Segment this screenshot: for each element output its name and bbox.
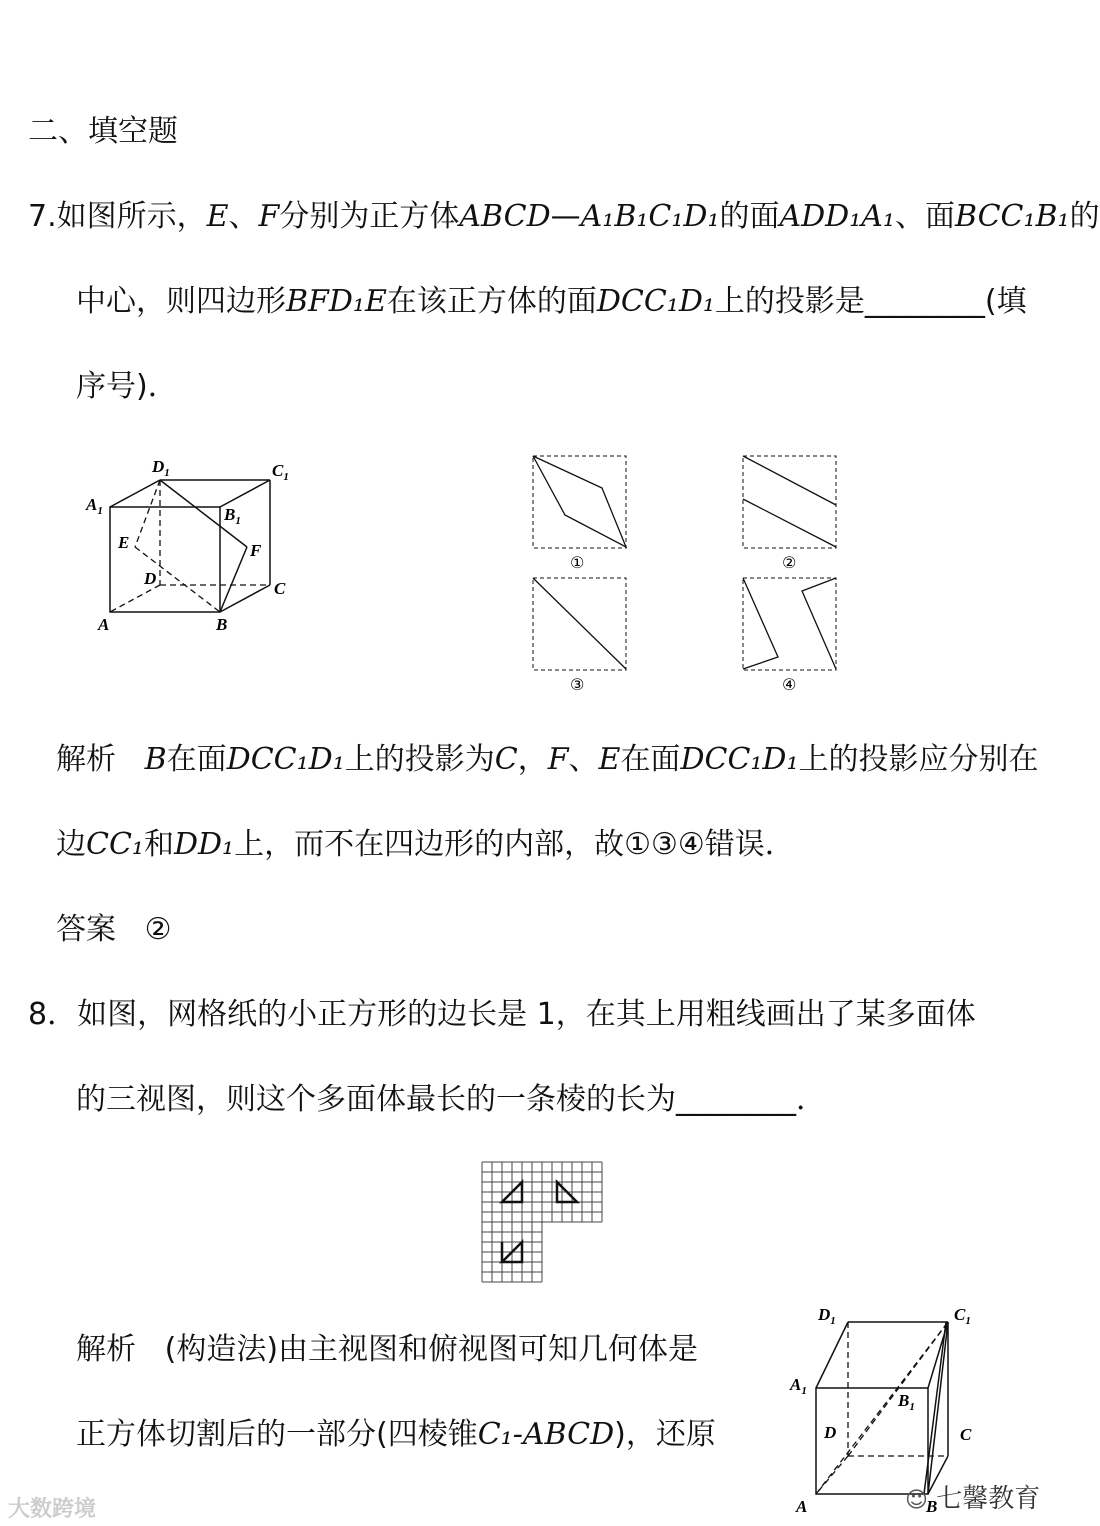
q8-label-a1: $A_1$ xyxy=(790,1375,807,1397)
watermark-left: 大数跨境 xyxy=(8,1497,97,1522)
q7-line-3: 序号)． xyxy=(76,369,178,404)
label-b: B xyxy=(216,615,228,634)
q7-line-1: 7.如图所示，E、F分别为正方体ABCD—A₁B₁C₁D₁的面ADD₁A₁、面BCC₁B₁的 xyxy=(28,199,1100,234)
q8-label-b1: $B_1$ xyxy=(898,1391,915,1413)
wechat-icon: ☺ xyxy=(905,1488,928,1513)
q8-grid-figure xyxy=(482,1162,604,1284)
svg-text:①: ① xyxy=(570,553,585,572)
q8-line-2: 的三视图，则这个多面体最长的一条棱的长为________． xyxy=(76,1082,826,1117)
svg-text:④: ④ xyxy=(782,675,797,694)
q8-solution-line-1: 解析 (构造法)由主视图和俯视图可知几何体是 xyxy=(76,1332,699,1367)
label-c: C xyxy=(274,579,286,598)
label-c1: $C_1$ xyxy=(272,461,289,483)
svg-text:③: ③ xyxy=(570,675,585,694)
watermark-right: ☺ 七馨教育 xyxy=(905,1484,1041,1514)
q8-solution-line-2: 正方体切割后的一部分(四棱锥C₁-ABCD)，还原 xyxy=(76,1417,716,1452)
q7-option-1 xyxy=(532,455,628,575)
label-e: E xyxy=(118,533,130,552)
q8-label-c: C xyxy=(960,1425,972,1444)
label-d1: $D_1$ xyxy=(152,457,170,479)
q7-line-2: 中心，则四边形BFD₁E在该正方体的面DCC₁D₁上的投影是________(填 xyxy=(76,284,1027,319)
label-a1: $A_1$ xyxy=(86,495,103,517)
section-title: 二、填空题 xyxy=(28,114,178,149)
q7-cube-figure xyxy=(80,450,310,640)
q7-option-3 xyxy=(532,577,628,697)
svg-text:②: ② xyxy=(782,553,797,572)
q8-label-d: D xyxy=(824,1423,837,1442)
q7-solution-line-1: 解析 B在面DCC₁D₁上的投影为C，F、E在面DCC₁D₁上的投影应分别在 xyxy=(56,742,1039,777)
q8-line-1: 8．如图，网格纸的小正方形的边长是 1，在其上用粗线画出了某多面体 xyxy=(28,997,976,1032)
label-f: F xyxy=(250,541,262,560)
q8-label-a: A xyxy=(796,1497,808,1516)
label-d: D xyxy=(144,569,157,588)
label-b1: $B_1$ xyxy=(224,505,241,527)
q8-label-b: B xyxy=(926,1497,938,1516)
q7-option-4 xyxy=(742,577,838,697)
q8-label-c1: $C_1$ xyxy=(954,1305,971,1327)
q7-answer: 答案 ② xyxy=(56,912,172,947)
q7-solution-line-2: 边CC₁和DD₁上，而不在四边形的内部，故①③④错误． xyxy=(56,827,795,862)
q8-label-d1: $D_1$ xyxy=(818,1305,836,1327)
q7-option-2 xyxy=(742,455,838,575)
label-a: A xyxy=(98,615,110,634)
